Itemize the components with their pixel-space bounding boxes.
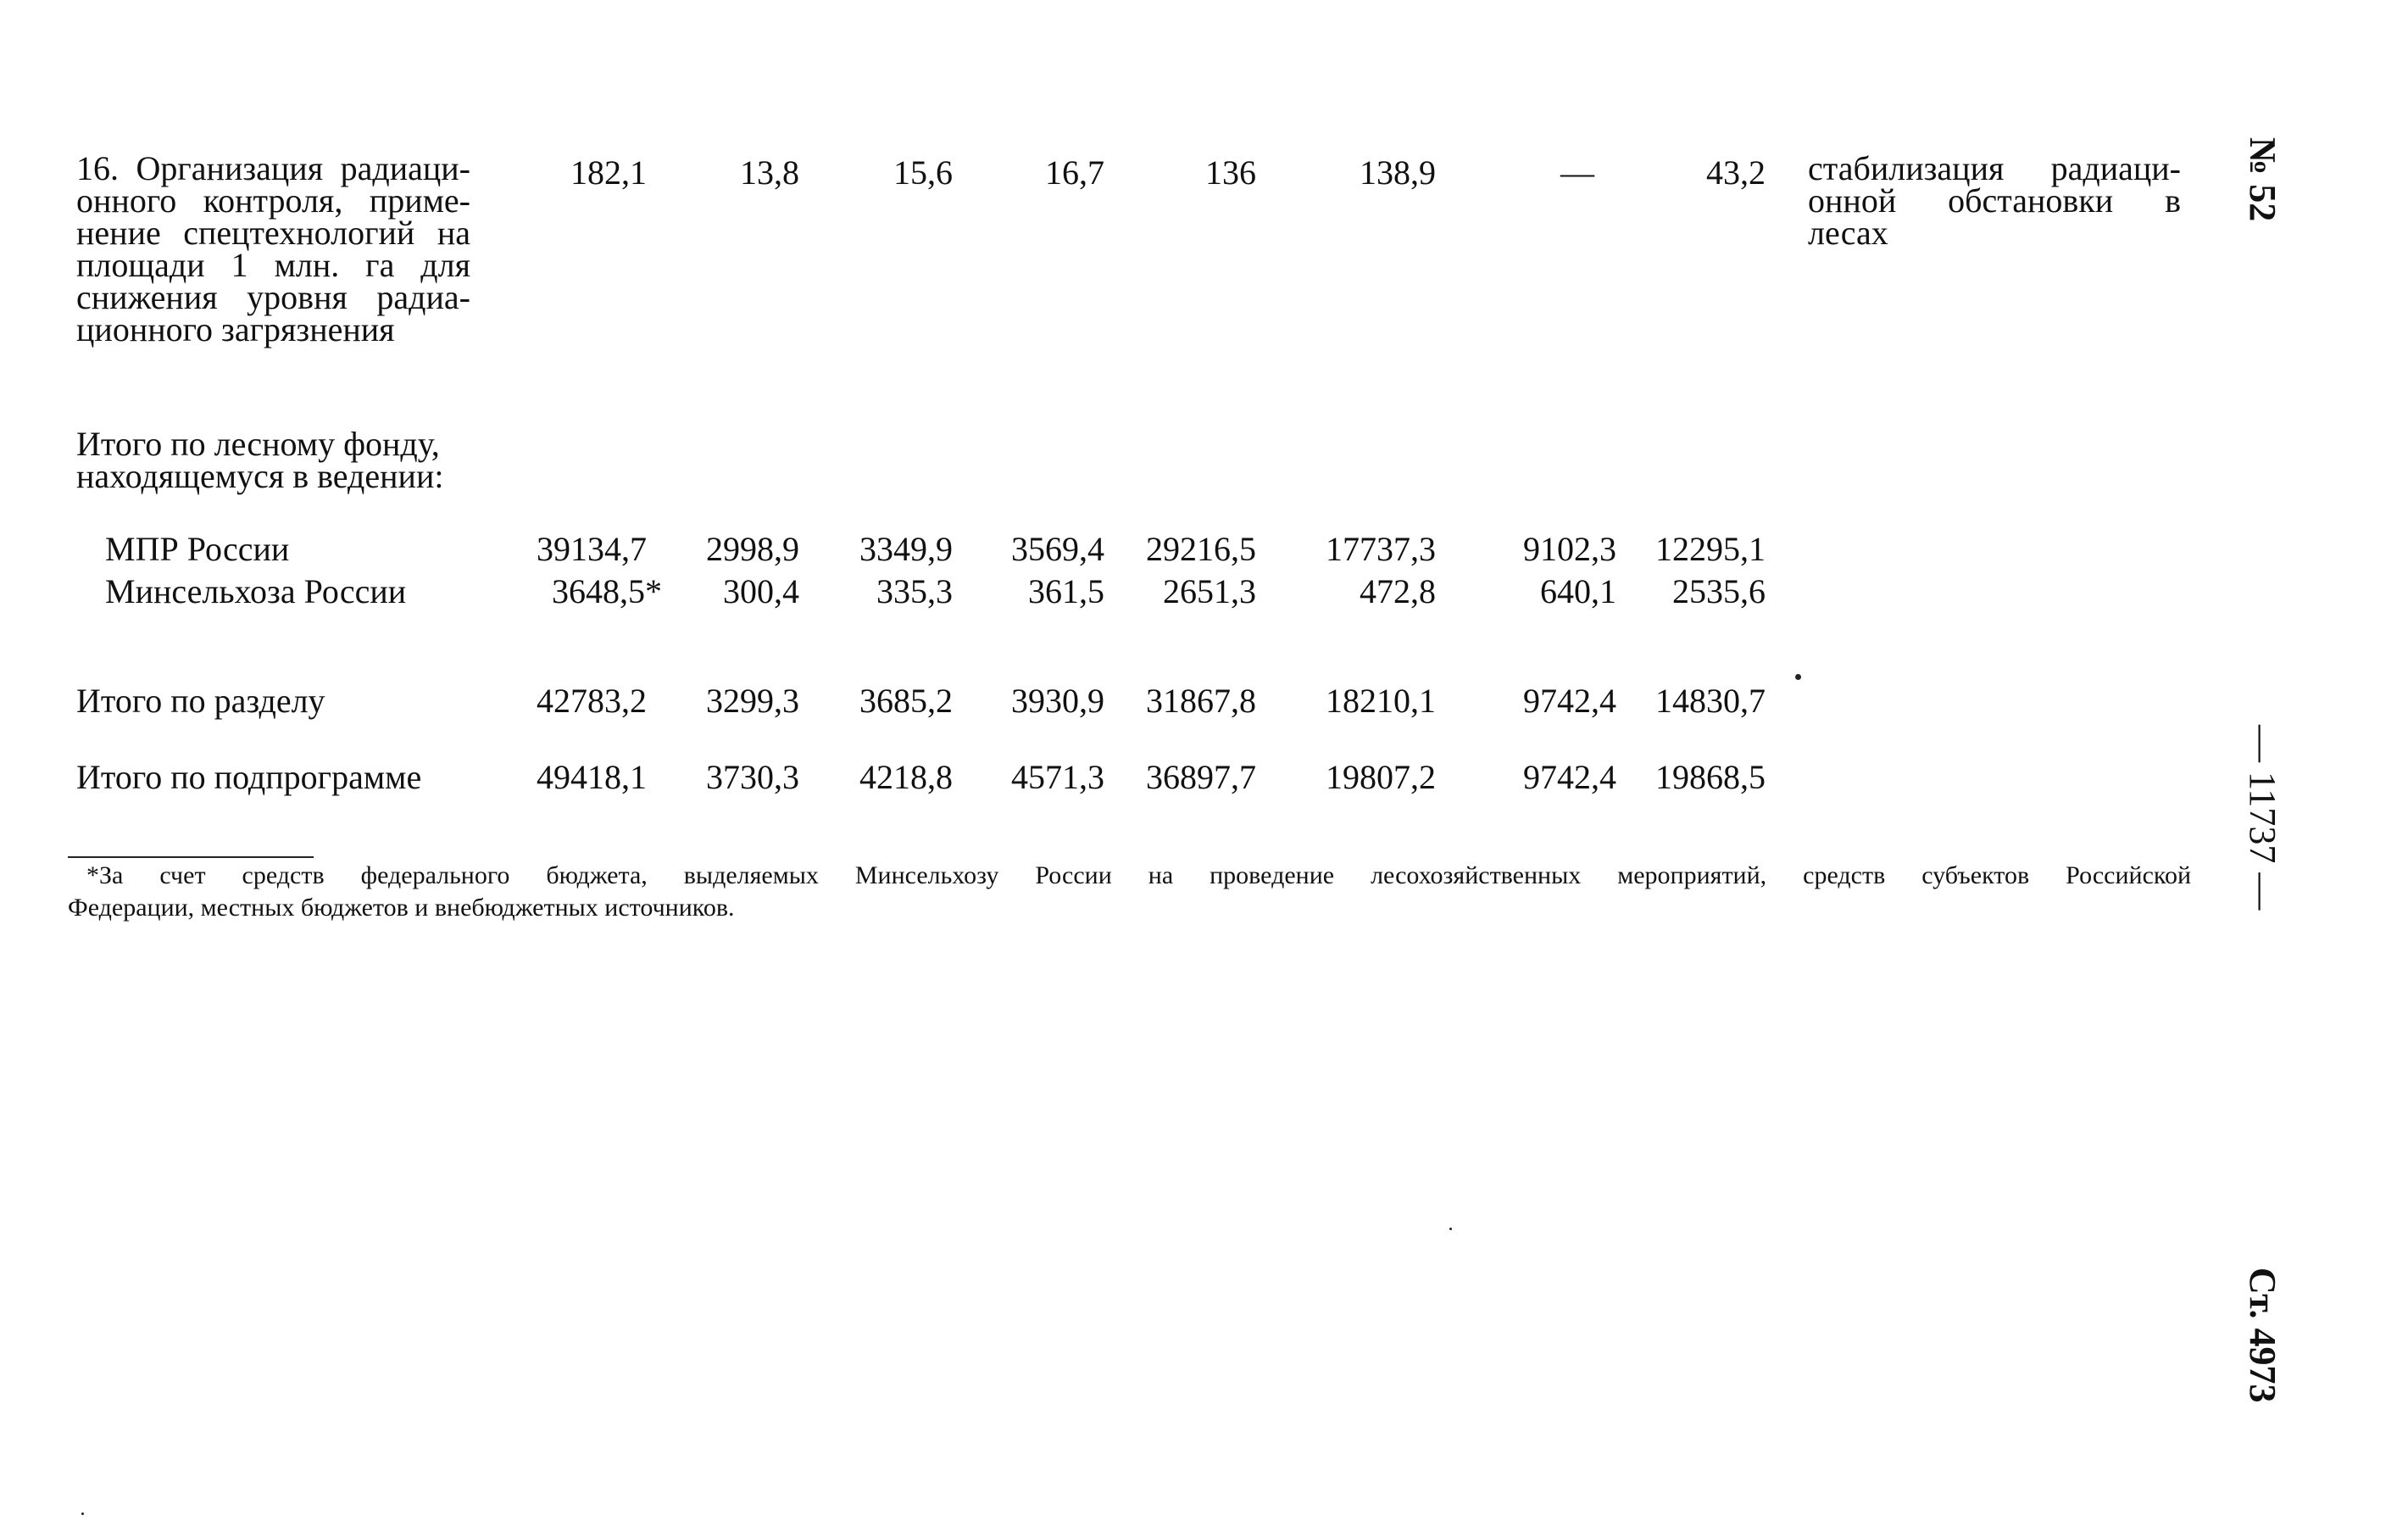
item-16-line: онного контроля, приме- bbox=[76, 181, 470, 220]
section-total-row bbox=[0, 681, 2408, 720]
value-cell: 640,1 bbox=[1540, 572, 1616, 610]
value-cell: — bbox=[1560, 153, 1594, 192]
value-cell: 16,7 bbox=[1045, 153, 1104, 192]
subprogram-total-row bbox=[0, 757, 2408, 796]
value-cell: 335,3 bbox=[876, 572, 953, 610]
value-cell: 14830,7 bbox=[1655, 682, 1766, 720]
page-number: Ст. 4973 bbox=[2242, 1267, 2283, 1403]
value-cell: 4218,8 bbox=[859, 758, 953, 796]
row-label: Итого по разделу bbox=[76, 682, 325, 720]
value-cell: 3349,9 bbox=[859, 530, 953, 568]
item-16-result bbox=[1808, 149, 2181, 252]
value-cell: 3648,5* bbox=[552, 572, 662, 610]
value-cell: 300,4 bbox=[723, 572, 799, 610]
value-cell: 2535,6 bbox=[1672, 572, 1766, 610]
value-cell: 3930,9 bbox=[1011, 682, 1104, 720]
forest-fund-totals-heading bbox=[76, 425, 444, 495]
value-cell: 3685,2 bbox=[859, 682, 953, 720]
row-label: Итого по подпрограмме bbox=[76, 758, 422, 796]
value-cell: 42783,2 bbox=[537, 682, 647, 720]
scan-speck bbox=[1449, 1228, 1452, 1230]
value-cell: 182,1 bbox=[570, 153, 647, 192]
heading-line: находящемуся в ведении: bbox=[76, 457, 444, 495]
item-16-line: нение спецтехнологий на bbox=[76, 214, 470, 252]
value-cell: 361,5 bbox=[1028, 572, 1104, 610]
table-row bbox=[0, 529, 2408, 568]
item-16-line: 16. Организация радиаци- bbox=[76, 149, 470, 187]
item-16-line: площади 1 млн. га для bbox=[76, 246, 470, 284]
value-cell: 2651,3 bbox=[1163, 572, 1256, 610]
item-16-line: снижения уровня радиа- bbox=[76, 278, 470, 316]
value-cell: 13,8 bbox=[740, 153, 799, 192]
value-cell: 31867,8 bbox=[1146, 682, 1256, 720]
value-cell: 43,2 bbox=[1706, 153, 1766, 192]
value-cell: 138,9 bbox=[1360, 153, 1436, 192]
value-cell: 49418,1 bbox=[537, 758, 647, 796]
value-cell: 12295,1 bbox=[1655, 530, 1766, 568]
item-16-line: ционного загрязнения bbox=[76, 310, 395, 348]
value-cell: 9742,4 bbox=[1523, 682, 1616, 720]
value-cell: 2998,9 bbox=[706, 530, 799, 568]
value-cell: 3730,3 bbox=[706, 758, 799, 796]
footnote-line: *За счет средств федерального бюджета, выделяемых Минсельхозу России на проведение лесохозяйственных мероприятий, средств субъектов Российской bbox=[86, 861, 2191, 889]
row-label: Минсельхоза России bbox=[105, 572, 407, 610]
value-cell: 9102,3 bbox=[1523, 530, 1616, 568]
value-cell: 136 bbox=[1205, 153, 1256, 192]
value-cell: 3299,3 bbox=[706, 682, 799, 720]
value-cell: 39134,7 bbox=[537, 530, 647, 568]
footnote-divider bbox=[68, 856, 314, 858]
page-code: — 11737 — bbox=[2242, 725, 2283, 911]
value-cell: 36897,7 bbox=[1146, 758, 1256, 796]
result-line: стабилизация радиаци- bbox=[1808, 149, 2181, 187]
result-line: онной обстановки в лесах bbox=[1808, 181, 2181, 252]
value-cell: 15,6 bbox=[893, 153, 953, 192]
value-cell: 3569,4 bbox=[1011, 530, 1104, 568]
value-cell: 9742,4 bbox=[1523, 758, 1616, 796]
heading-line: Итого по лесному фонду, bbox=[76, 425, 440, 463]
value-cell: 472,8 bbox=[1360, 572, 1436, 610]
value-cell: 19868,5 bbox=[1655, 758, 1766, 796]
table-row bbox=[0, 571, 2408, 610]
scan-speck bbox=[81, 1513, 84, 1515]
scan-speck bbox=[1795, 674, 1801, 680]
footnote-line: Федерации, местных бюджетов и внебюджетных источников. bbox=[68, 894, 735, 922]
value-cell: 19807,2 bbox=[1326, 758, 1436, 796]
issue-number: № 52 bbox=[2242, 137, 2283, 222]
footnote bbox=[68, 860, 2191, 924]
value-cell: 17737,3 bbox=[1326, 530, 1436, 568]
value-cell: 4571,3 bbox=[1011, 758, 1104, 796]
value-cell: 29216,5 bbox=[1146, 530, 1256, 568]
row-label: МПР России bbox=[105, 530, 290, 568]
value-cell: 18210,1 bbox=[1326, 682, 1436, 720]
